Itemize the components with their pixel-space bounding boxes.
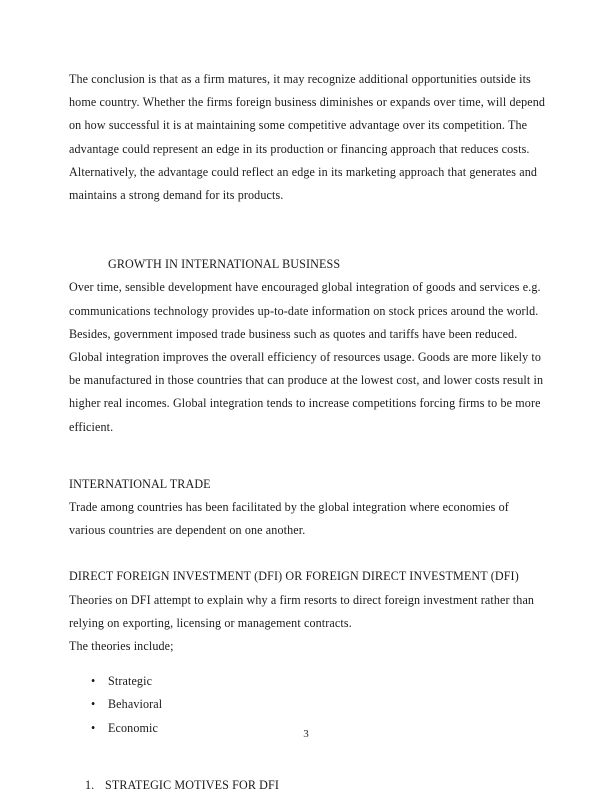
page-number: 3 [303,728,309,740]
section-spacer [69,740,546,774]
paragraph-international-trade: Trade among countries has been facilitated by the global integration where economies of various countries are dependent on one another. [69,500,509,538]
section-spacer [69,439,546,473]
bullet-icon: • [91,674,96,689]
list-item-number: 1. [85,777,95,792]
list-item-label: Strategic [108,674,153,689]
section-spacer [69,542,546,565]
list-item-label: STRATEGIC MOTIVES FOR DFI [105,777,280,792]
list-item [69,670,546,693]
list-item [69,774,546,797]
bullet-icon: • [91,697,96,712]
heading-direct-foreign-investment: DIRECT FOREIGN INVESTMENT (DFI) OR FOREIGN DIRECT INVESTMENT (DFI) [69,569,519,584]
theories-lead-in: The theories include; [69,639,174,654]
section-spacer [69,207,546,253]
numbered-section-list [69,774,546,797]
bullet-icon: • [91,720,96,735]
paragraph-conclusion: The conclusion is that as a firm matures, it may recognize additional opportunities outside its home country. Whether the firms foreign business diminishes or expands over time, will depend on how successful it is at maintaining some competitive advantage over its competition. The advantage could represent an edge in its production or financing approach that reduces costs. Alternatively, the advantage could reflect an edge in its marketing approach that generates and maintains a strong demand for its products. [69,72,546,203]
heading-growth-in-international-business: GROWTH IN INTERNATIONAL BUSINESS [108,257,341,272]
list-item-label: Behavioral [108,697,163,712]
list-spacer [69,658,546,670]
document-body [69,68,546,797]
list-item [69,693,546,716]
paragraph-dfi: Theories on DFI attempt to explain why a firm resorts to direct foreign investment rather than relying on exporting, licensing or management contracts. [69,592,535,630]
paragraph-growth: Over time, sensible development have encouraged global integration of goods and services e.g. communications technology provides up-to-date information on stock prices around the world. Besides, government imposed trade business such as quotes and tariffs have been reduced. Global integration improves the overall efficiency of resources usage. Goods are more likely to be manufactured in those countries that can produce at the lowest cost, and lower costs result in higher real incomes. Global integration tends to increase competitions forcing firms to be more efficient. [69,280,544,434]
list-item-label: Economic [108,720,158,735]
heading-international-trade: INTERNATIONAL TRADE [69,476,211,491]
